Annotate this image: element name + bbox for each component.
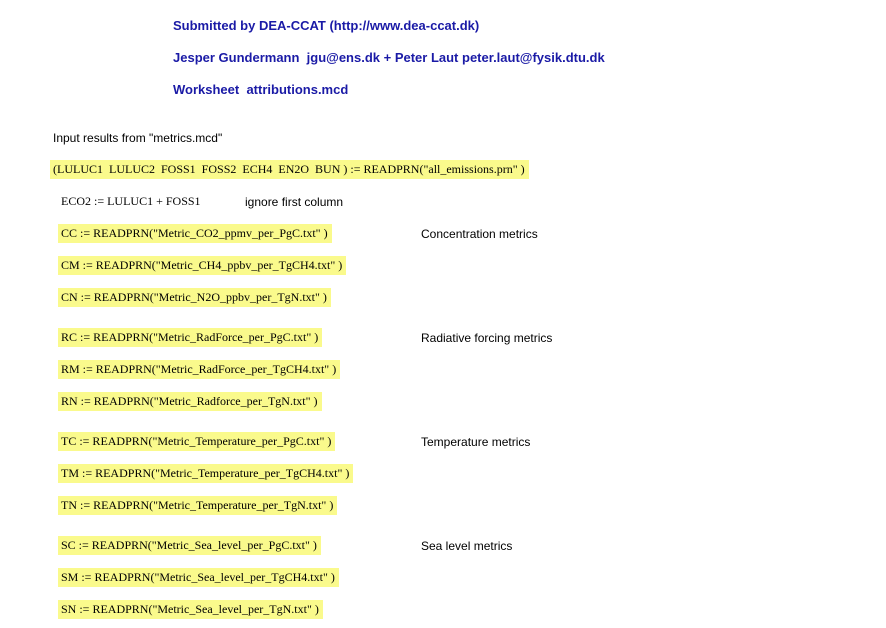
radiative-forcing-metrics-label: Radiative forcing metrics xyxy=(421,331,553,345)
authors-text: Jesper Gundermann jgu@ens.dk + Peter Laut peter.laut@fysik.dtu.dk xyxy=(173,50,605,65)
rn-readprn-region[interactable]: RN := READPRN("Metric_Radforce_per_TgN.txt" ) xyxy=(58,392,322,411)
tn-readprn-region[interactable]: TN := READPRN("Metric_Temperature_per_TgN.txt" ) xyxy=(58,496,337,515)
temperature-metrics-label: Temperature metrics xyxy=(421,435,531,449)
eco2-comment: ignore first column xyxy=(245,195,344,209)
cm-readprn-region[interactable]: CM := READPRN("Metric_CH4_ppbv_per_TgCH4.txt" ) xyxy=(58,256,346,275)
sn-readprn-region[interactable]: SN := READPRN("Metric_Sea_level_per_TgN.txt" ) xyxy=(58,600,323,619)
rm-readprn-region[interactable]: RM := READPRN("Metric_RadForce_per_TgCH4.txt" ) xyxy=(58,360,340,379)
concentration-metrics-label: Concentration metrics xyxy=(421,227,538,241)
intro-text: Input results from "metrics.mcd" xyxy=(53,131,223,145)
tc-readprn-region[interactable]: TC := READPRN("Metric_Temperature_per_PgC.txt" ) xyxy=(58,432,335,451)
sm-readprn-region[interactable]: SM := READPRN("Metric_Sea_level_per_TgCH4.txt" ) xyxy=(58,568,339,587)
worksheet-name-text: Worksheet attributions.mcd xyxy=(173,82,349,97)
eco2-definition-region[interactable]: ECO2 := LULUC1 + FOSS1 xyxy=(61,194,201,208)
sea-level-metrics-label: Sea level metrics xyxy=(421,539,513,553)
rc-readprn-region[interactable]: RC := READPRN("Metric_RadForce_per_PgC.txt" ) xyxy=(58,328,322,347)
tm-readprn-region[interactable]: TM := READPRN("Metric_Temperature_per_TgCH4.txt" ) xyxy=(58,464,353,483)
emissions-readprn-region[interactable]: (LULUC1 LULUC2 FOSS1 FOSS2 ECH4 EN2O BUN ) := READPRN("all_emissions.prn" ) xyxy=(50,160,529,179)
cc-readprn-region[interactable]: CC := READPRN("Metric_CO2_ppmv_per_PgC.txt" ) xyxy=(58,224,332,243)
sc-readprn-region[interactable]: SC := READPRN("Metric_Sea_level_per_PgC.txt" ) xyxy=(58,536,321,555)
submitted-by-text: Submitted by DEA-CCAT (http://www.dea-ccat.dk) xyxy=(173,18,480,33)
cn-readprn-region[interactable]: CN := READPRN("Metric_N2O_ppbv_per_TgN.txt" ) xyxy=(58,288,331,307)
